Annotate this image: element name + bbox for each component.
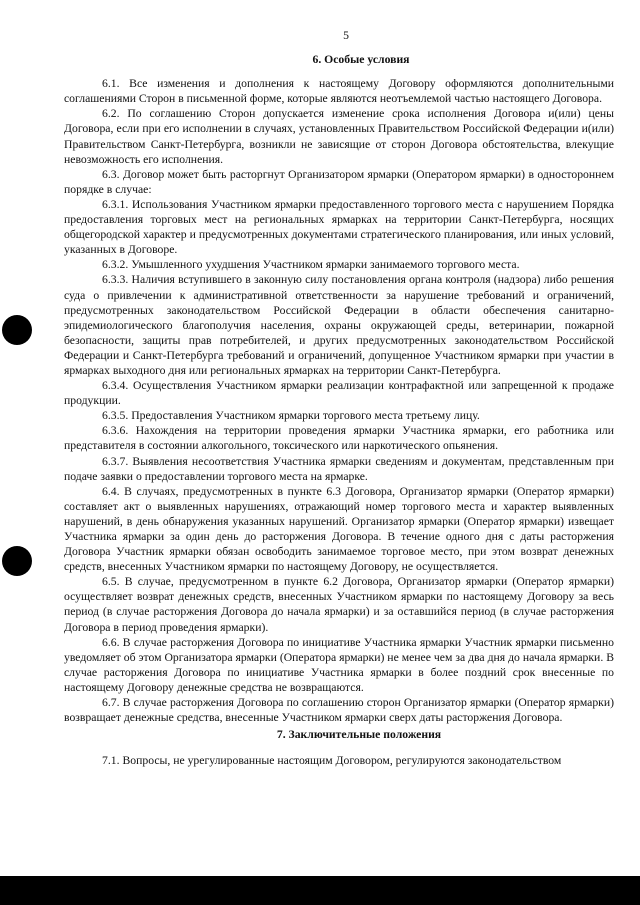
paragraph-6-3-6: 6.3.6. Нахождения на территории проведения ярмарки Участника ярмарки, его работника или представителя в состоянии алкогольного, токсического или наркотического опьянения. bbox=[64, 424, 614, 453]
section-7-title: 7. Заключительные положения bbox=[276, 728, 442, 742]
paragraph-6-3-3: 6.3.3. Наличия вступившего в законную силу постановления органа контроля (надзора) либо решения суда о привлечении к административной ответственности за нарушение требований и ограничений, предусмотренных законодательством Российской Федерации в области обеспечения санитарно-эпидемиологического благополучия населения, охраны окружающей среды, ветеринарии, пожарной безопасности, защиты прав потребителей, и других предусмотренных законодательством Российской Федерации и Санкт-Петербурга требований и ограничений, допущенное Участником ярмарки при участии в ярмарках выходного дня или региональных ярмарках на территории Санкт-Петербурга. bbox=[64, 273, 614, 377]
paragraph-6-3-5: 6.3.5. Предоставления Участником ярмарки торгового места третьему лицу. bbox=[102, 409, 480, 423]
document-page bbox=[64, 28, 614, 768]
paragraph-7-1: 7.1. Вопросы, не урегулированные настоящим Договором, регулируются законодательством bbox=[102, 754, 562, 768]
paragraph-6-7: 6.7. В случае расторжения Договора по соглашению сторон Организатор ярмарки (Оператор ярмарки) возвращает денежные средства, внесенные Участником ярмарки сверх даты расторжения Договора. bbox=[64, 696, 614, 725]
paragraph-6-4: 6.4. В случаях, предусмотренных в пункте 6.3 Договора, Организатор ярмарки (Оператор ярмарки) составляет акт о выявленных нарушениях, отражающий номер торгового места и характер выявленных нарушений, в день обнаружения указанных нарушений. Организатор ярмарки (Оператор ярмарки) извещает Участника ярмарки за один день до расторжения Договора. В течение одного дня с даты расторжения Договора Участник ярмарки обязан освободить занимаемое торговое место, при этом возврат денежных средств, внесенных Участником ярмарки по настоящему Договору, не осуществляется. bbox=[64, 484, 614, 574]
page-number: 5 bbox=[343, 29, 349, 42]
scan-edge-bar bbox=[0, 876, 640, 905]
paragraph-6-3-7: 6.3.7. Выявления несоответствия Участника ярмарки сведениям и документам, представленным при подаче заявки о предоставлении торгового места на ярмарке. bbox=[64, 454, 614, 483]
paragraph-6-2: 6.2. По соглашению Сторон допускается изменение срока исполнения Договора и(или) цены Договора, если при его исполнении в случаях, установленных Правительством Российской Федерации и(или) Правительством Санкт-Петербурга, возникли не зависящие от сторон Договора обстоятельства, влекущие невозможность его исполнения. bbox=[64, 107, 614, 166]
paragraph-6-6: 6.6. В случае расторжения Договора по инициативе Участника ярмарки Участник ярмарки письменно уведомляет об этом Организатора ярмарки (Оператора ярмарки) не менее чем за два дня до начала ярмарки. В случае расторжения Договора по инициативе Участника ярмарки в более поздний срок внесенные по настоящему Договору денежные средства не возвращаются. bbox=[64, 635, 614, 694]
paragraph-6-3-1: 6.3.1. Использования Участником ярмарки предоставленного торгового места с нарушением Порядка предоставления торговых мест на региональных ярмарках на территории Санкт-Петербурга, носящих общегородской характер и предусмотренных документами стратегического планирования, или иных условий, указанных в Договоре. bbox=[64, 197, 614, 257]
paragraph-6-5: 6.5. В случае, предусмотренном в пункте 6.2 Договора, Организатор ярмарки (Оператор ярмарки) осуществляет возврат денежных средств, внесенных Участником ярмарки по настоящему Договору за весь период (в случае расторжения Договора до начала ярмарки) и за оставшийся период (в случае расторжения Договора в период проведения ярмарки). bbox=[64, 575, 614, 634]
paragraph-6-3-2: 6.3.2. Умышленного ухудшения Участником ярмарки занимаемого торгового места. bbox=[102, 258, 520, 272]
paragraph-6-3-4: 6.3.4. Осуществления Участником ярмарки реализации контрафактной или запрещенной к продаже продукции. bbox=[64, 379, 614, 408]
punch-hole-bottom bbox=[2, 546, 32, 576]
paragraph-6-3: 6.3. Договор может быть расторгнут Организатором ярмарки (Оператором ярмарки) в одностороннем порядке в случае: bbox=[64, 167, 614, 196]
punch-hole-top bbox=[2, 315, 32, 345]
paragraph-6-1: 6.1. Все изменения и дополнения к настоящему Договору оформляются дополнительными соглашениями Сторон в письменной форме, которые являются неотъемлемой частью настоящего Договора. bbox=[64, 77, 614, 106]
section-6-title: 6. Особые условия bbox=[312, 53, 410, 67]
